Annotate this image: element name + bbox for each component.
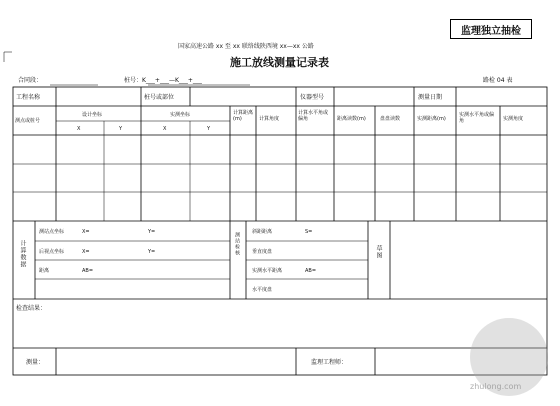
contract-label: 合同段：	[18, 77, 43, 84]
col-design-y: Y	[119, 126, 123, 132]
col-design-coord: 设计坐标	[82, 112, 103, 118]
col-measured-coord: 实测坐标	[170, 112, 191, 118]
backsight-coord-label: 后视点坐标	[39, 249, 65, 255]
col-measured-angle: 实测角度	[503, 116, 524, 122]
station-coord-label: 测站点坐标	[39, 229, 65, 235]
watermark-text: zhulong.com	[470, 382, 522, 391]
station-x: X=	[82, 229, 90, 235]
date-label: 测量日期	[418, 94, 443, 101]
slope-distance-label: 斜距距离	[252, 229, 273, 235]
form-number: 路检 04 表	[483, 77, 513, 84]
col-calc-distance: 计算距离(m)	[233, 110, 254, 122]
distance-label: 距离	[39, 268, 50, 274]
supervision-stamp: 监理独立抽检	[450, 19, 532, 39]
form-title: 施工放线测量记录表	[230, 56, 329, 69]
calc-data-label: 计算数据	[19, 240, 26, 268]
distance-ab: AB=	[82, 268, 94, 274]
part-label: 桩号或部位	[144, 94, 175, 101]
engineer-label: 监理工程师：	[311, 359, 348, 366]
col-distance-reading: 距离读数(m)	[337, 116, 366, 122]
horizontal-dial-label: 水平度盘	[252, 287, 273, 293]
col-calc-angle: 计算角度	[259, 116, 280, 122]
backsight-y: Y=	[148, 249, 156, 255]
backsight-x: X=	[82, 249, 90, 255]
station-check-label: 测站检核	[234, 232, 240, 256]
horizontal-ab: AB=	[305, 268, 317, 274]
horizontal-distance-label: 实测水平距离	[252, 268, 283, 274]
station-y: Y=	[148, 229, 156, 235]
col-design-x: X	[77, 126, 81, 132]
col-measured-horizontal: 实测水平角或偏角	[459, 112, 495, 124]
col-measured-x: X	[163, 126, 167, 132]
measurer-label: 测量：	[26, 359, 45, 366]
vertical-dial-label: 垂直度盘	[252, 249, 273, 255]
col-measured-distance: 实测距离(m)	[417, 116, 446, 122]
project-name: 国家高速公路 xx 至 xx 联络线陕西境 xx—xx 公路	[178, 43, 314, 50]
slope-s: S=	[305, 229, 313, 235]
col-point: 测点或桩号	[15, 118, 41, 124]
work-name-label: 工程名称	[16, 94, 41, 101]
col-measured-y: Y	[207, 126, 211, 132]
col-calc-horizontal: 计算水平角或偏角	[298, 110, 329, 122]
col-angle-reading: 盘盘读数	[380, 116, 401, 122]
station-range: 桩号：K___+___—K___+___	[124, 77, 202, 84]
conclusion-label: 检查结果：	[16, 305, 47, 312]
sketch-label: 草图	[375, 245, 382, 259]
instrument-label: 仪器型号	[300, 94, 325, 101]
